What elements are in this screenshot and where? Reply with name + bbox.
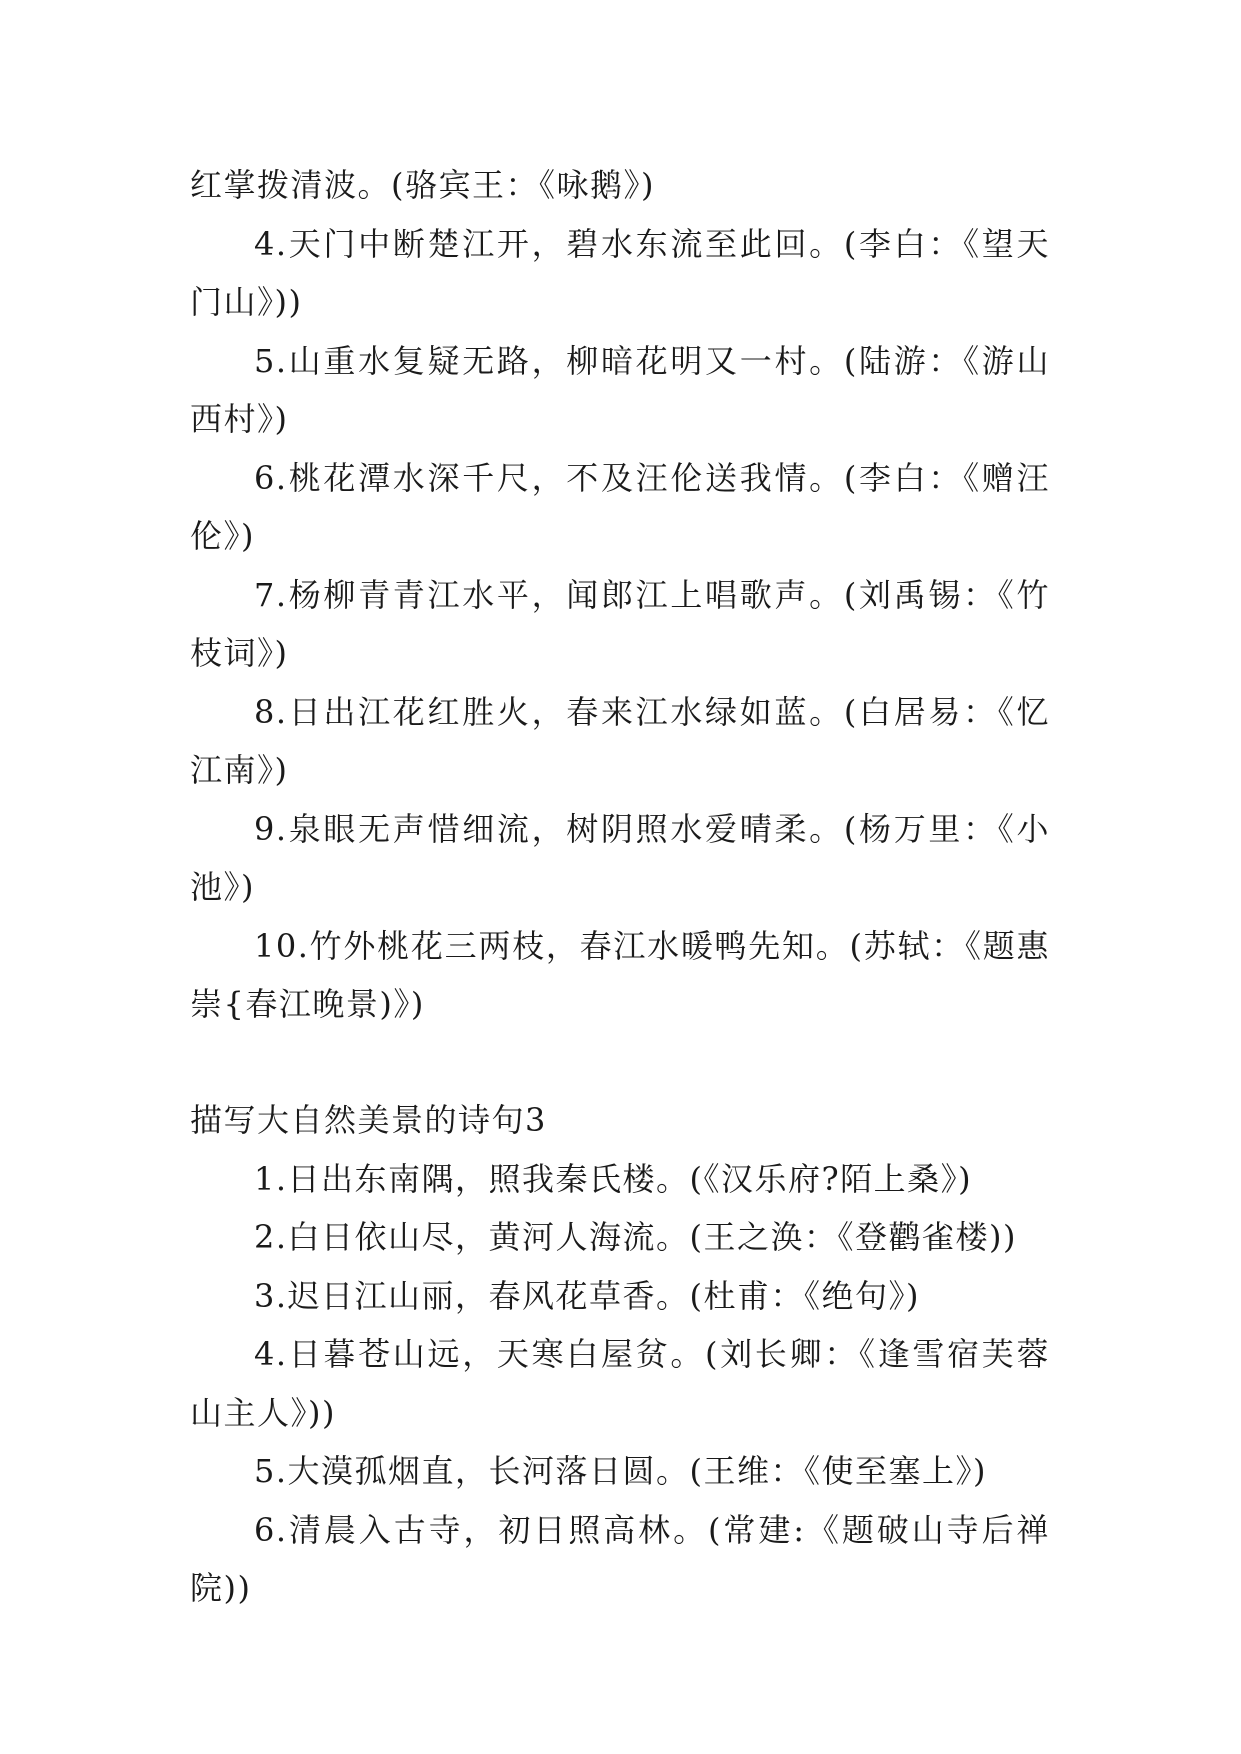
section-heading: 描写大自然美景的诗句3 [190,1101,547,1139]
poem-list-bottom [190,1091,1050,1618]
poem-line: 1.日出东南隅，照我秦氏楼。(《汉乐府?陌上桑》) [254,1159,973,1198]
poem-line: 10.竹外桃花三两枝，春江水暖鸭先知。(苏轼：《题惠崇{春江晚景)》) [190,926,1050,1023]
poem-line: 8.日出江花红胜火，春来江水绿如蓝。(白居易：《忆江南》) [190,692,1050,789]
poem-line: 5.山重水复疑无路，柳暗花明又一村。(陆游：《游山西村》) [190,341,1050,438]
poem-line: 6.桃花潭水深千尺，不及汪伦送我情。(李白：《赠汪伦》) [190,458,1050,555]
poem-line: 3.迟日江山丽，春风花草香。(杜甫：《绝句》) [254,1276,921,1315]
poem-line: 4.天门中断楚江开，碧水东流至此回。(李白：《望天门山》)) [190,224,1050,321]
poem-line: 红掌拨清波。(骆宾王：《咏鹅》) [190,166,655,204]
poem-line: 2.白日依山尽，黄河人海流。(王之涣：《登鹳雀楼)) [254,1218,1017,1256]
poem-line: 4.日暮苍山远，天寒白屋贫。(刘长卿：《逢雪宿芙蓉山主人》)) [190,1335,1050,1432]
poem-line: 5.大漠孤烟直，长河落日圆。(王维：《使至塞上》) [254,1452,988,1490]
poem-line: 9.泉眼无声惜细流，树阴照水爱晴柔。(杨万里：《小池》) [190,809,1050,906]
poem-line: 6.清晨入古寺，初日照高林。(常建:《题破山寺后禅院)) [190,1510,1050,1607]
poem-line: 7.杨柳青青江水平，闻郎江上唱歌声。(刘禹锡：《竹枝词》) [190,575,1050,672]
poem-list-top [190,156,1050,1034]
